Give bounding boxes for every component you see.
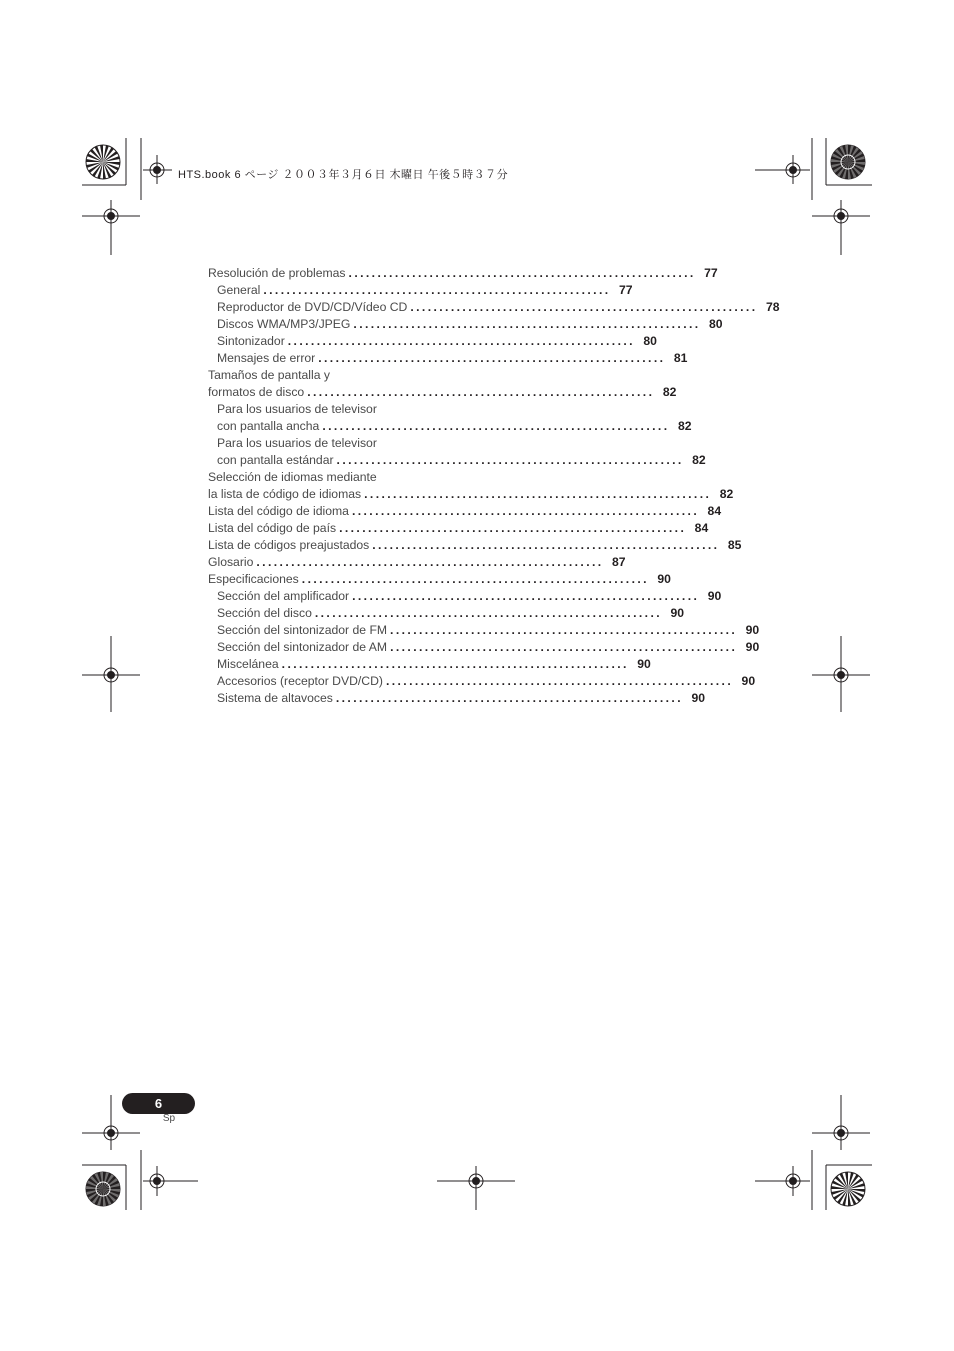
toc-entry-label: formatos de disco: [208, 385, 305, 399]
toc-entry-page: 81: [673, 351, 688, 365]
toc-entry-label: la lista de código de idiomas: [208, 487, 362, 501]
toc-entry: [208, 367, 476, 384]
dot-leader: ............................................................: [318, 351, 666, 365]
dot-leader: ............................................................: [352, 589, 700, 603]
crosshair-mark: [437, 1166, 515, 1210]
toc-entry: [208, 452, 706, 469]
crosshair-mark: [82, 1118, 140, 1148]
crosshair-mark: [812, 201, 870, 231]
toc-entry: [208, 656, 651, 673]
toc-entry-label: Sistema de altavoces: [217, 691, 333, 705]
crosshair-mark: [143, 155, 172, 184]
toc-entry-page: 84: [694, 521, 709, 535]
crosshair-mark: [82, 660, 140, 690]
toc-entry-label: Reproductor de DVD/CD/Vídeo CD: [217, 300, 408, 314]
dot-leader: ............................................................: [385, 674, 734, 688]
toc-entry: [208, 316, 723, 333]
toc-entry: [208, 639, 760, 656]
dot-leader: ............................................................: [281, 657, 629, 671]
toc-entry-page: 77: [704, 266, 718, 280]
crosshair-mark: [812, 660, 870, 690]
toc-entry-label: con pantalla estándar: [217, 453, 334, 467]
toc-entry: [208, 265, 718, 282]
toc-entry-label: Mensajes de error: [217, 351, 316, 365]
dot-leader: ............................................................: [322, 419, 670, 433]
toc-entry: [208, 520, 709, 537]
toc-entry: [208, 299, 780, 316]
toc-entry-page: 78: [765, 300, 780, 314]
dot-leader: ............................................................: [410, 300, 758, 314]
dot-leader: ............................................................: [390, 640, 738, 654]
crosshair-mark: [812, 1118, 870, 1148]
toc-entry-page: 82: [662, 385, 677, 399]
page-number-badge: 6: [122, 1093, 195, 1114]
toc-entry: [208, 503, 722, 520]
toc-entry-label: Sección del amplificador: [217, 589, 350, 603]
toc-entry-page: 87: [612, 555, 626, 569]
toc-entry: [208, 537, 742, 554]
dot-leader: ............................................................: [263, 283, 611, 297]
language-code: Sp: [162, 1113, 176, 1124]
dot-leader: ............................................................: [307, 385, 655, 399]
toc-entry-page: 85: [727, 538, 742, 552]
dot-leader: ............................................................: [287, 334, 635, 348]
crosshair-mark: [143, 1166, 198, 1196]
toc-entry: [208, 605, 685, 622]
dot-leader: ............................................................: [336, 453, 684, 467]
toc-entry: [208, 588, 722, 605]
toc-entry-label: Sección del sintonizador de FM: [217, 623, 388, 637]
toc-entry-page: 90: [657, 572, 671, 586]
dot-leader: ............................................................: [348, 266, 696, 280]
toc-entry-label: Lista del código de idioma: [208, 504, 349, 518]
dot-leader: ............................................................: [339, 521, 687, 535]
dot-leader: ............................................................: [364, 487, 712, 501]
dot-leader: ............................................................: [353, 317, 701, 331]
toc-entry-label: Selección de idiomas mediante: [208, 470, 377, 484]
toc-entry: [208, 401, 476, 418]
toc-entry-page: 90: [691, 691, 706, 705]
toc-entry-label: Discos WMA/MP3/JPEG: [217, 317, 351, 331]
star-target-mark: [831, 1172, 865, 1206]
toc-entry: [208, 350, 688, 367]
print-header-line: HTS.book 6 ページ ２００３年３月６日 木曜日 午後５時３７分: [178, 169, 509, 181]
dot-leader: ............................................................: [390, 623, 738, 637]
dot-leader: ............................................................: [314, 606, 663, 620]
toc-entry-page: 90: [707, 589, 722, 603]
toc-entry-label: Sintonizador: [217, 334, 285, 348]
toc-entry-page: 90: [745, 640, 760, 654]
toc-entry-page: 90: [745, 623, 760, 637]
toc-entry: [208, 469, 476, 486]
toc-entry: [208, 486, 734, 503]
toc-entry-label: Accesorios (receptor DVD/CD): [217, 674, 383, 688]
toc-entry-label: General: [217, 283, 261, 297]
toc-entry-label: con pantalla ancha: [217, 419, 320, 433]
toc-entry-label: Sección del disco: [217, 606, 312, 620]
toc-entry: [208, 673, 756, 690]
toc-entry-label: Lista de códigos preajustados: [208, 538, 370, 552]
toc-entry: [208, 435, 476, 452]
toc-entry-page: 82: [692, 453, 706, 467]
table-of-contents: [208, 265, 780, 707]
toc-entry-label: Sección del sintonizador de AM: [217, 640, 388, 654]
star-target-mark: [831, 145, 865, 179]
toc-entry: [208, 418, 692, 435]
toc-entry: [208, 554, 626, 571]
toc-entry-page: 84: [707, 504, 722, 518]
toc-entry-page: 90: [670, 606, 685, 620]
toc-entry-page: 90: [637, 657, 651, 671]
dot-leader: ............................................................: [301, 572, 649, 586]
toc-entry-page: 80: [643, 334, 657, 348]
toc-entry-page: 82: [677, 419, 692, 433]
toc-entry-label: Especificaciones: [208, 572, 299, 586]
toc-entry: [208, 333, 657, 350]
toc-entry: [208, 282, 633, 299]
toc-entry: [208, 571, 671, 588]
toc-entry-label: Tamaños de pantalla y: [208, 368, 330, 382]
toc-entry: [208, 384, 677, 401]
star-target-mark: [86, 1172, 120, 1206]
dot-leader: ............................................................: [372, 538, 720, 552]
toc-entry-label: Para los usuarios de televisor: [217, 402, 377, 416]
crosshair-mark: [755, 1166, 810, 1196]
toc-entry-label: Resolución de problemas: [208, 266, 346, 280]
toc-entry-page: 80: [709, 317, 723, 331]
toc-entry-page: 90: [741, 674, 756, 688]
toc-entry-label: Lista del código de país: [208, 521, 337, 535]
crosshair-mark: [82, 201, 140, 231]
toc-entry-page: 77: [618, 283, 633, 297]
toc-entry: [208, 622, 760, 639]
toc-entry-label: Glosario: [208, 555, 254, 569]
star-target-mark: [86, 145, 120, 179]
toc-entry-label: Para los usuarios de televisor: [217, 436, 377, 450]
dot-leader: ............................................................: [256, 555, 604, 569]
dot-leader: ............................................................: [351, 504, 700, 518]
crosshair-mark: [755, 155, 810, 184]
toc-entry-label: Miscelánea: [217, 657, 279, 671]
dot-leader: ............................................................: [335, 691, 684, 705]
toc-entry: [208, 690, 706, 707]
toc-entry-page: 82: [719, 487, 734, 501]
